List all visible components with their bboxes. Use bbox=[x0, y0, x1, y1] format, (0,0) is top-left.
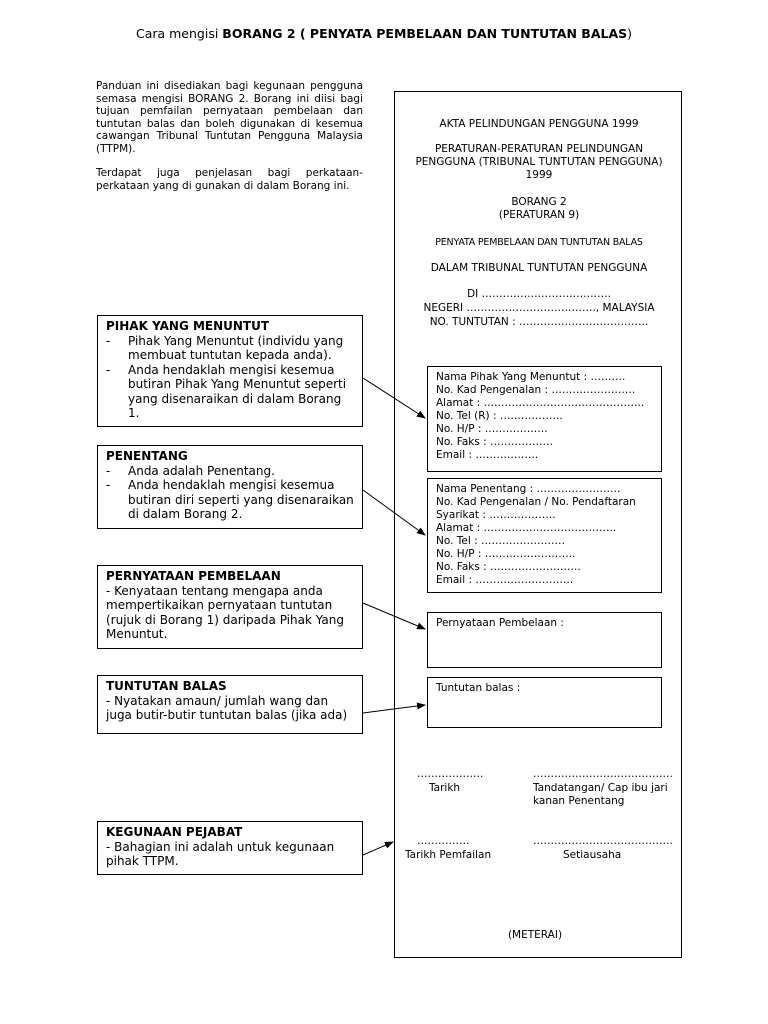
respondent-field: Alamat : ……………………………….. bbox=[436, 522, 617, 534]
respondent-field: Nama Penentang : …………………… bbox=[436, 483, 621, 495]
form-act: AKTA PELINDUNGAN PENGGUNA 1999 bbox=[439, 118, 639, 130]
guide-counterclaim-heading: TUNTUTAN BALAS bbox=[106, 679, 227, 693]
arrow-counterclaim bbox=[363, 705, 425, 713]
intro-paragraph-2: Terdapat juga penjelasan bagi perkataan-perkataan yang di gunakan di dalam Borang ini. bbox=[96, 167, 363, 192]
claimant-field: Email : ……………… bbox=[436, 449, 539, 461]
form-tribunal: DALAM TRIBUNAL TUNTUTAN PENGGUNA bbox=[430, 262, 648, 274]
respondent-field: No. Faks : …………………….. bbox=[436, 561, 581, 573]
form-number: BORANG 2 bbox=[511, 196, 567, 208]
respondent-field: Syarikat : ………………. bbox=[436, 509, 556, 521]
claimant-field: No. Faks : ……………… bbox=[436, 436, 554, 448]
date-dots: ………………. bbox=[417, 768, 484, 780]
guide-defence-heading: PERNYATAAN PEMBELAAN bbox=[106, 569, 281, 583]
signature-dots: …………………………………. bbox=[533, 768, 673, 780]
form-title: PENYATA PEMBELAAN DAN TUNTUTAN BALAS bbox=[435, 237, 643, 248]
respondent-field: No. Tel : …………………… bbox=[436, 535, 565, 547]
signature-label: Tandatangan/ Cap ibu jari kanan Penentang bbox=[533, 782, 668, 807]
filing-date-label: Tarikh Pemfailan bbox=[405, 849, 492, 861]
guide-claimant-heading: PIHAK YANG MENUNTUT bbox=[106, 319, 270, 333]
guide-claimant-item: - Anda hendaklah mengisi kesemua butiran Pihak Yang Menuntut seperti yang disenaraikan di dalam Borang 1. bbox=[106, 363, 354, 421]
counterclaim-label: Tuntutan balas : bbox=[436, 682, 521, 694]
respondent-field: Email : ………………………. bbox=[436, 574, 574, 586]
guide-office-heading: KEGUNAAN PEJABAT bbox=[106, 825, 243, 839]
guide-respondent-item: - Anda adalah Penentang. bbox=[106, 464, 354, 479]
claimant-field: No. Tel (R) : ……………… bbox=[436, 410, 563, 422]
seal-label: (METERAI) bbox=[507, 929, 563, 941]
claimant-field: No. H/P : ……………… bbox=[436, 423, 548, 435]
guide-respondent-item: - Anda hendaklah mengisi kesemua butiran diri seperti yang disenaraikan di dalam Borang 2. bbox=[106, 478, 354, 522]
arrow-office bbox=[363, 842, 393, 855]
claimant-field: No. Kad Pengenalan : …………………… bbox=[436, 384, 636, 396]
guide-respondent-heading: PENENTANG bbox=[106, 449, 188, 463]
form-claim-number: NO. TUNTUTAN : ………………………………. bbox=[429, 316, 649, 328]
guide-defence-text: - Kenyataan tentang mengapa anda mempertikaikan pernyataan tuntutan (rujuk di Borang 1) daripada Pihak Yang Menuntut. bbox=[106, 583, 344, 641]
arrow-respondent bbox=[363, 490, 425, 535]
respondent-field: No. H/P : …………………….. bbox=[436, 548, 576, 560]
page-title: Cara mengisi BORANG 2 ( PENYATA PEMBELAAN DAN TUNTUTAN BALAS) bbox=[135, 26, 633, 41]
date-label: Tarikh bbox=[429, 782, 461, 794]
secretary-dots: …………………………………. bbox=[533, 835, 673, 847]
guide-counterclaim-text: - Nyatakan amaun/ jumlah wang dan juga butir-butir tuntutan balas (jika ada) bbox=[106, 693, 348, 722]
guide-office-text: - Bahagian ini adalah untuk kegunaan pihak TTPM. bbox=[106, 839, 335, 868]
form-di-line: DI ………………………………. bbox=[467, 288, 611, 300]
form-regulations: PERATURAN-PERATURAN PELINDUNGAN PENGGUNA (TRIBUNAL TUNTUTAN PENGGUNA) 1999 bbox=[415, 143, 663, 181]
guide-claimant-item: - Pihak Yang Menuntut (individu yang membuat tuntutan kepada anda). bbox=[106, 334, 354, 363]
defence-label: Pernyataan Pembelaan : bbox=[436, 617, 564, 629]
intro-paragraph-1: Panduan ini disediakan bagi kegunaan pengguna semasa mengisi BORANG 2. Borang ini diisi bagi tujuan pemfailan pernyataan pembelaan dan tuntutan balas dan boleh digunakan di kesemua cawangan Tribunal Tuntutan Pengguna Malaysia (TTPM). bbox=[96, 80, 363, 155]
form-regulation-number: (PERATURAN 9) bbox=[498, 209, 580, 221]
filing-date-dots: …………… bbox=[417, 835, 470, 847]
arrow-defence bbox=[363, 603, 425, 629]
claimant-field: Nama Pihak Yang Menuntut : ………. bbox=[436, 371, 626, 383]
secretary-label: Setiausaha bbox=[563, 849, 622, 861]
respondent-field: No. Kad Pengenalan / No. Pendaftaran bbox=[436, 496, 636, 508]
arrow-claimant bbox=[363, 378, 425, 418]
form-negeri-line: NEGERI ………………………………., MALAYSIA bbox=[423, 302, 655, 314]
claimant-field: Alamat : ………………………………………. bbox=[436, 397, 645, 409]
